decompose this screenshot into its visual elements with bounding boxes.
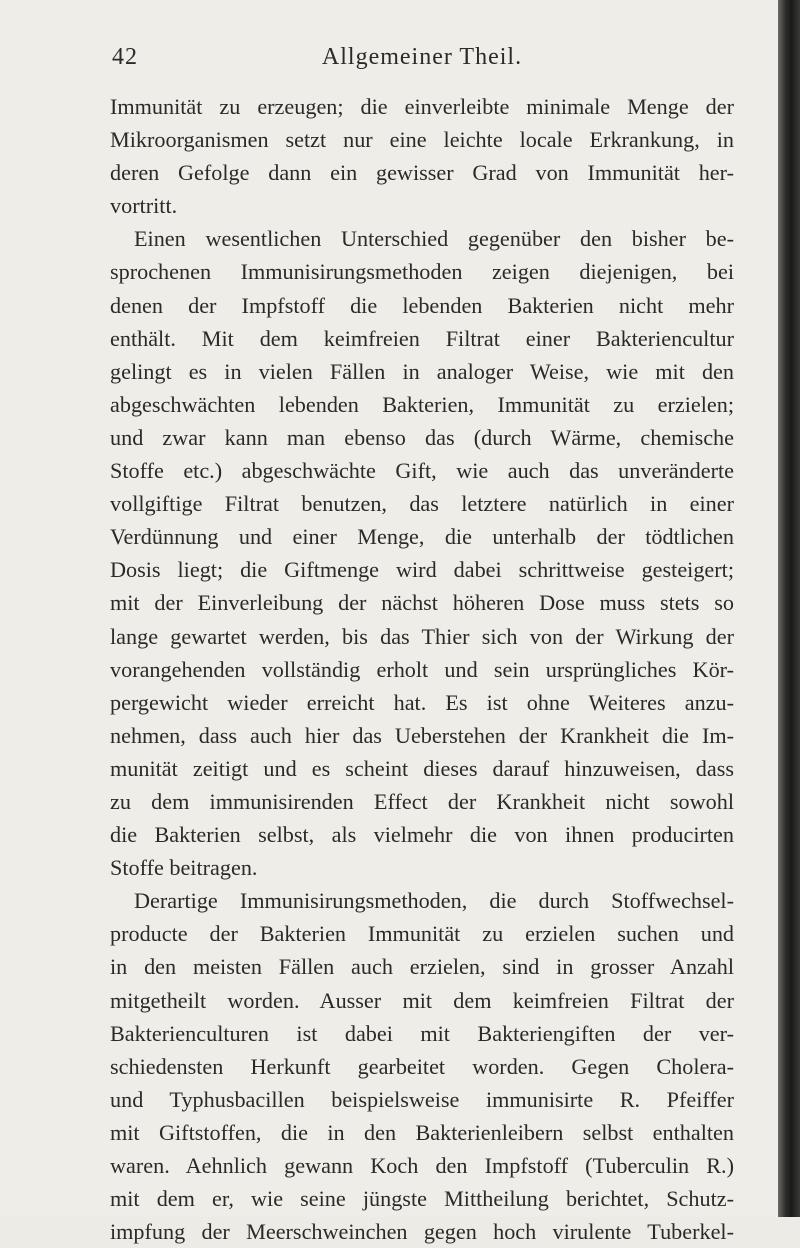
text-line: Bakterienculturen ist dabei mit Bakteriengiften der ver- (110, 1020, 734, 1046)
text-line: pergewicht wieder erreicht hat. Es ist ohne Weiteres anzu- (110, 689, 734, 715)
body-text (110, 90, 734, 1248)
text-line: mit der Einverleibung der nächst höheren Dose muss stets so (110, 590, 734, 616)
text-line: deren Gefolge dann ein gewisser Grad von Immunität her- (110, 160, 734, 186)
text-line: mit dem er, wie seine jüngste Mittheilung berichtet, Schutz- (110, 1186, 734, 1212)
text-line: in den meisten Fällen auch erzielen, sind in grosser Anzahl (110, 954, 734, 980)
text-line: mitgetheilt worden. Ausser mit dem keimfreien Filtrat der (110, 987, 734, 1013)
page-number: 42 (112, 44, 138, 70)
text-line: abgeschwächten lebenden Bakterien, Immunität zu erzielen; (110, 391, 734, 417)
text-line: Mikroorganismen setzt nur eine leichte locale Erkrankung, in (110, 127, 734, 153)
text-line: gelingt es in vielen Fällen in analoger Weise, wie mit den (110, 358, 734, 384)
text-line: denen der Impfstoff die lebenden Bakterien nicht mehr (110, 292, 734, 318)
text-line: schiedensten Herkunft gearbeitet worden. Gegen Cholera- (110, 1053, 734, 1079)
text-line: Immunität zu erzeugen; die einverleibte minimale Menge der (110, 94, 734, 119)
page-header (112, 44, 732, 74)
text-line: enthält. Mit dem keimfreien Filtrat einer Bakteriencultur (110, 325, 734, 351)
text-line: lange gewartet werden, bis das Thier sich von der Wirkung der (110, 623, 734, 649)
text-line: Dosis liegt; die Giftmenge wird dabei schrittweise gesteigert; (110, 557, 734, 583)
text-line: vorangehenden vollständig erholt und sein ursprüngliches Kör- (110, 656, 734, 682)
text-line: Derartige Immunisirungsmethoden, die durch Stoffwechsel- (134, 888, 734, 914)
text-line: Einen wesentlichen Unterschied gegenüber den bisher be- (134, 226, 734, 252)
text-line: und Typhusbacillen beispielsweise immunisirte R. Pfeiffer (110, 1086, 734, 1112)
text-line: Stoffe etc.) abgeschwächte Gift, wie auch das unveränderte (110, 458, 734, 484)
text-line: impfung der Meerschweinchen gegen hoch virulente Tuberkel- (110, 1219, 734, 1245)
text-line: nehmen, dass auch hier das Ueberstehen der Krankheit die Im- (110, 722, 734, 748)
page-edge-shadow (778, 0, 800, 1217)
text-line: die Bakterien selbst, als vielmehr die von ihnen producirten (110, 822, 734, 848)
text-line: mit Giftstoffen, die in den Bakterienleibern selbst enthalten (110, 1119, 734, 1145)
text-line: vollgiftige Filtrat benutzen, das letztere natürlich in einer (110, 491, 734, 517)
text-line: munität zeitigt und es scheint dieses darauf hinzuweisen, dass (110, 755, 734, 781)
text-line: zu dem immunisirenden Effect der Krankheit nicht sowohl (110, 788, 734, 814)
text-line: Verdünnung und einer Menge, die unterhalb der tödtlichen (110, 524, 734, 550)
text-line: Stoffe beitragen. (110, 855, 258, 881)
text-line: sprochenen Immunisirungsmethoden zeigen diejenigen, bei (110, 259, 734, 285)
text-line: vortritt. (110, 193, 178, 219)
text-line: producte der Bakterien Immunität zu erzielen suchen und (110, 921, 734, 947)
text-line: und zwar kann man ebenso das (durch Wärme, chemische (110, 424, 734, 450)
running-title: Allgemeiner Theil. (321, 44, 523, 70)
text-line: waren. Aehnlich gewann Koch den Impfstoff (Tuberculin R.) (110, 1153, 734, 1178)
